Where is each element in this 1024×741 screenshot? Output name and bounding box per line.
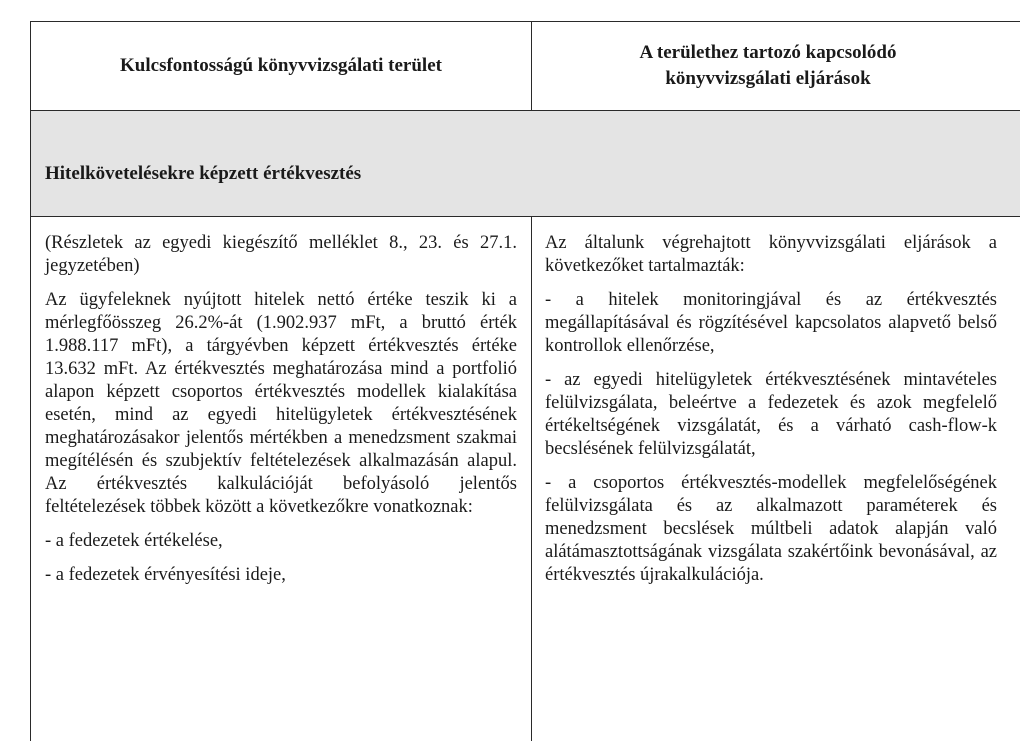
header-audit-procedures: [533, 22, 1003, 110]
header-left-title: Kulcsfontosságú könyvvizsgálati terület: [120, 55, 442, 76]
section-band: [31, 111, 1020, 217]
procedures-cell: [545, 232, 997, 598]
audit-matters-table: [30, 21, 1020, 741]
assumption-item: - a fedezetek értékelése,: [45, 531, 223, 551]
section-title: Hitelkövetelésekre képzett értékvesztés: [45, 163, 362, 184]
header-right-title-line2: könyvvizsgálati eljárások: [665, 68, 871, 89]
header-key-audit-matter: [31, 22, 531, 110]
reference-note: (Részletek az egyedi kiegészítő melléklet 8., 23. és 27.1. jegyzetében): [45, 233, 517, 276]
procedure-item: - az egyedi hitelügyletek értékvesztésének mintavételes felülvizsgálata, beleértve a fedezetek és azok megfelelő értékeltségének vizsgálatát, és a várható cash-flow-k becslésének felülvizsgálatát,: [545, 370, 997, 459]
assumption-item: - a fedezetek érvényesítési ideje,: [45, 565, 286, 585]
procedure-item: - a csoportos értékvesztés-modellek megfelelőségének felülvizsgálata és az alkalmazott paraméterek és menedzsment becslések múltbeli adatok alapján való alátámasztottságának vizsgálata szakértőink bevonásával, az értékvesztés újrakalkulációja.: [545, 473, 997, 585]
header-right-title-line1: A területhez tartozó kapcsolódó: [639, 42, 897, 63]
procedures-intro: Az általunk végrehajtott könyvvizsgálati eljárások a következőket tartalmazták:: [545, 233, 997, 276]
key-matter-description: Az ügyfeleknek nyújtott hitelek nettó értéke teszik ki a mérlegfőösszeg 26.2%-át (1.902.937 mFt, a bruttó érték 1.988.117 mFt), a tárgyévben képzett értékvesztés értéke 13.632 mFt. Az értékvesztés meghatározása mind a portfolió alapon képzett csoportos értékvesztés modellek kialakítása esetén, mind az egyedi hitelügyletek értékvesztésének meghatározásakor jelentős mértékben a menedzsment szakmai megítélésén és szubjektív feltételezések alkalmazásán alapul. Az értékvesztés kalkulációját befolyásoló jelentős feltételezések többek között a következőkre vonatkoznak:: [45, 290, 517, 517]
table-header-row: [31, 22, 1020, 111]
key-matter-cell: [45, 232, 517, 598]
procedure-item: - a hitelek monitoringjával és az értékvesztés megállapításával és rögzítésével kapcsolatos alapvető belső kontrollok ellenőrzése,: [545, 290, 997, 356]
